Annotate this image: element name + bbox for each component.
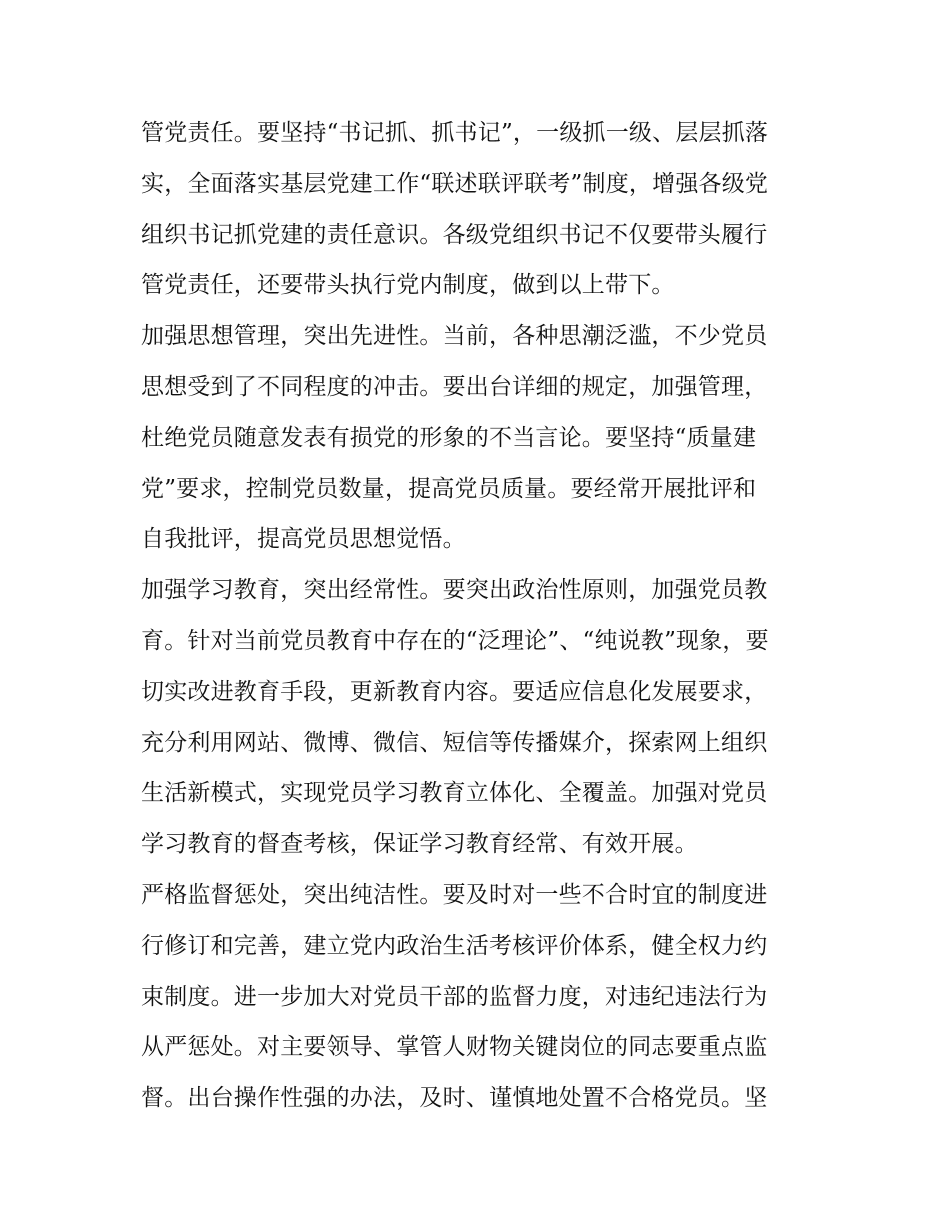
text-line-4: 管党责任，还要带头执行党内制度，做到以上带下。 xyxy=(141,272,675,299)
text-line-8: 党”要求，控制党员数量，提高党员质量。要经常开展批评和 xyxy=(141,475,757,502)
text-line-11: 育。针对当前党员教育中存在的“泛理论”、“纯说教”现象，要 xyxy=(141,627,769,654)
text-line-5: 加强思想管理，突出先进性。当前，各种思潮泛滥，不少党员 xyxy=(141,323,768,350)
text-line-14: 生活新模式，实现党员学习教育立体化、全覆盖。加强对党员 xyxy=(141,780,768,807)
text-line-1: 管党责任。要坚持“书记抓、抓书记”，一级抓一级、层层抓落 xyxy=(141,120,769,146)
text-line-7: 杜绝党员随意发表有损党的形象的不当言论。要坚持“质量建 xyxy=(141,424,757,451)
text-line-3: 组织书记抓党建的责任意识。各级党组织书记不仅要带头履行 xyxy=(141,221,768,248)
text-line-6: 思想受到了不同程度的冲击。要出台详细的规定，加强管理， xyxy=(141,373,768,400)
text-line-17: 行修订和完善，建立党内政治生活考核评价体系，健全权力约 xyxy=(141,932,768,959)
text-line-18: 束制度。进一步加大对党员干部的监督力度，对违纪违法行为 xyxy=(141,983,768,1010)
text-line-9: 自我批评，提高党员思想觉悟。 xyxy=(141,526,466,553)
text-line-10: 加强学习教育，突出经常性。要突出政治性原则，加强党员教 xyxy=(141,577,768,604)
text-line-15: 学习教育的督查考核，保证学习教育经常、有效开展。 xyxy=(141,831,698,858)
text-line-20: 督。出台操作性强的办法，及时、谨慎地处置不合格党员。坚 xyxy=(141,1085,768,1112)
text-line-2: 实，全面落实基层党建工作“联述联评联考”制度，增强各级党 xyxy=(141,170,769,197)
text-line-16: 严格监督惩处，突出纯洁性。要及时对一些不合时宜的制度进 xyxy=(141,881,768,908)
document-body xyxy=(141,108,821,1124)
text-line-19: 从严惩处。对主要领导、掌管人财物关键岗位的同志要重点监 xyxy=(141,1034,768,1061)
text-line-13: 充分利用网站、微博、微信、短信等传播媒介，探索网上组织 xyxy=(141,729,768,756)
text-line-12: 切实改进教育手段，更新教育内容。要适应信息化发展要求， xyxy=(141,678,768,705)
